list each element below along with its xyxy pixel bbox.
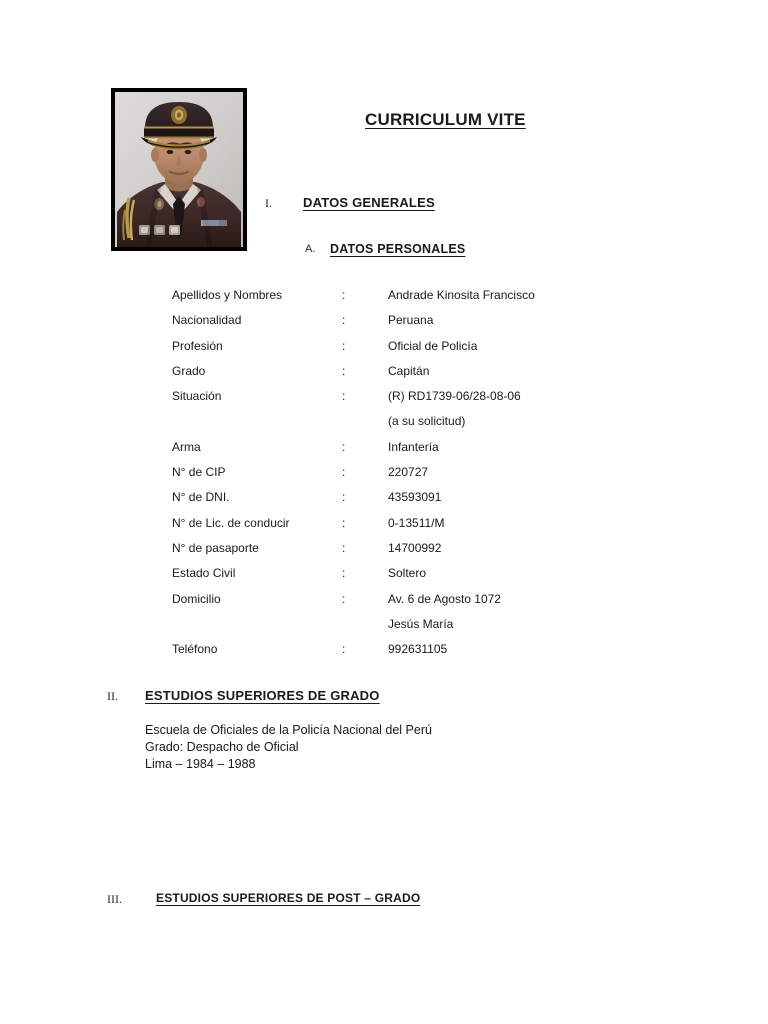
data-value-text: Av. 6 de Agosto 1072 bbox=[388, 591, 501, 606]
portrait-photo-image bbox=[115, 92, 243, 247]
table-row bbox=[172, 561, 535, 586]
data-label: N° de CIP bbox=[172, 465, 226, 480]
portrait-photo bbox=[115, 92, 243, 247]
data-separator: : bbox=[342, 515, 346, 530]
data-separator: : bbox=[342, 389, 346, 404]
data-value-text: 43593091 bbox=[388, 490, 442, 505]
data-value-text: 14700992 bbox=[388, 540, 442, 555]
table-row bbox=[172, 435, 535, 460]
subsection-heading-datos-personales: DATOS PERSONALES bbox=[330, 242, 466, 256]
data-separator: : bbox=[342, 490, 346, 505]
data-label: N° de DNI. bbox=[172, 490, 230, 505]
section-number-ii: II. bbox=[107, 689, 118, 703]
data-value-text: Capitán bbox=[388, 363, 430, 378]
data-separator: : bbox=[342, 288, 346, 302]
data-label: Apellidos y Nombres bbox=[172, 288, 283, 302]
data-separator: : bbox=[342, 313, 346, 328]
data-value-extra: Jesús María bbox=[388, 616, 454, 631]
table-row bbox=[172, 384, 535, 435]
table-row bbox=[172, 637, 535, 662]
personal-data-table bbox=[172, 283, 535, 662]
section-number-iii: III. bbox=[107, 892, 122, 906]
portrait-photo-frame bbox=[111, 88, 247, 251]
data-value bbox=[388, 587, 535, 638]
data-value-text: Andrade Kinosita Francisco bbox=[388, 288, 535, 302]
data-label: Situación bbox=[172, 389, 222, 404]
data-value bbox=[388, 536, 535, 561]
data-label: Nacionalidad bbox=[172, 313, 242, 328]
data-value-text: Soltero bbox=[388, 566, 427, 581]
data-label: Profesión bbox=[172, 338, 223, 353]
table-row bbox=[172, 334, 535, 359]
subsection-letter-a: A. bbox=[305, 243, 316, 255]
data-value bbox=[388, 435, 535, 460]
data-value bbox=[388, 308, 535, 333]
data-value bbox=[388, 485, 535, 510]
table-row bbox=[172, 485, 535, 510]
data-value bbox=[388, 460, 535, 485]
data-value-extra: (a su solicitud) bbox=[388, 414, 466, 429]
data-value bbox=[388, 561, 535, 586]
data-label: Arma bbox=[172, 439, 201, 454]
data-value-text: 992631105 bbox=[388, 642, 448, 657]
data-label: N° de Lic. de conducir bbox=[172, 515, 290, 530]
table-row bbox=[172, 460, 535, 485]
data-separator: : bbox=[342, 642, 346, 657]
data-separator: : bbox=[342, 363, 346, 378]
data-value bbox=[388, 334, 535, 359]
section-heading-datos-generales: DATOS GENERALES bbox=[303, 195, 435, 210]
data-label: Domicilio bbox=[172, 591, 221, 606]
estudios-grado-body bbox=[145, 722, 432, 773]
data-label: Teléfono bbox=[172, 642, 218, 657]
table-row bbox=[172, 308, 535, 333]
data-value bbox=[388, 384, 535, 435]
data-value bbox=[388, 511, 535, 536]
body-line: Grado: Despacho de Oficial bbox=[145, 740, 299, 754]
data-separator: : bbox=[342, 439, 346, 454]
table-row bbox=[172, 587, 535, 638]
section-heading-estudios-post-grado: ESTUDIOS SUPERIORES DE POST – GRADO bbox=[156, 891, 421, 905]
section-heading-estudios-superiores-de-grado: ESTUDIOS SUPERIORES DE GRADO bbox=[145, 688, 380, 703]
data-value-text: 0-13511/M bbox=[388, 515, 445, 530]
data-separator: : bbox=[342, 465, 346, 480]
data-value-text: Infantería bbox=[388, 439, 439, 454]
table-row bbox=[172, 536, 535, 561]
table-row bbox=[172, 283, 535, 308]
data-separator: : bbox=[342, 591, 346, 606]
data-value-text: Oficial de Policía bbox=[388, 338, 478, 353]
data-value bbox=[388, 283, 535, 308]
data-value-text: Peruana bbox=[388, 313, 434, 328]
data-label: Estado Civil bbox=[172, 566, 236, 581]
body-line: Lima – 1984 – 1988 bbox=[145, 757, 256, 771]
data-value bbox=[388, 637, 535, 662]
data-value-text: 220727 bbox=[388, 465, 429, 480]
table-row bbox=[172, 511, 535, 536]
data-separator: : bbox=[342, 540, 346, 555]
data-value-text: (R) RD1739-06/28-08-06 bbox=[388, 389, 521, 404]
data-value bbox=[388, 359, 535, 384]
data-separator: : bbox=[342, 338, 346, 353]
data-label: N° de pasaporte bbox=[172, 540, 259, 555]
data-label: Grado bbox=[172, 363, 206, 378]
table-row bbox=[172, 359, 535, 384]
page-title: CURRICULUM VITE bbox=[365, 110, 526, 129]
data-separator: : bbox=[342, 566, 346, 581]
section-number-i: I. bbox=[265, 196, 272, 210]
personal-data-rows bbox=[172, 283, 535, 662]
body-line: Escuela de Oficiales de la Policía Nacional del Perú bbox=[145, 723, 432, 737]
